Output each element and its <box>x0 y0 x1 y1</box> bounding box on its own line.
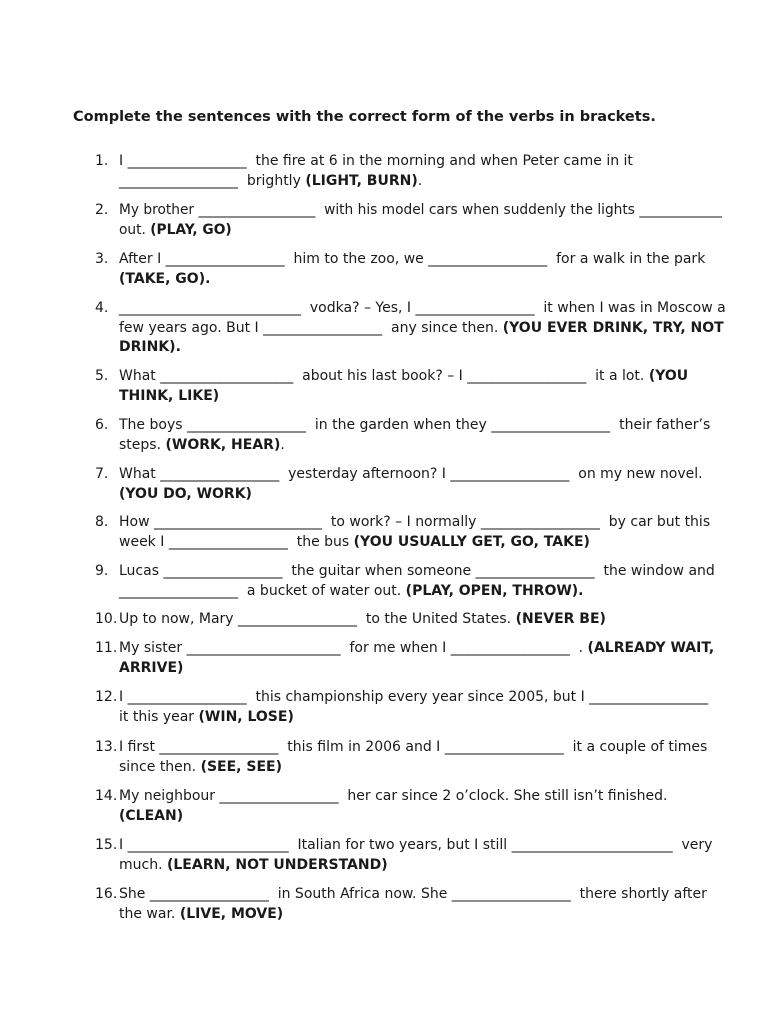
verb-hint: (PLAY, GO) <box>150 221 232 238</box>
item-text <box>119 562 731 601</box>
verb-hint: (LIVE, MOVE) <box>179 905 284 922</box>
item-text <box>119 688 731 727</box>
verb-hint: (YOU EVER DRINK, TRY, NOT DRINK). <box>119 319 724 355</box>
item-text <box>119 513 731 552</box>
item-number: 1. <box>95 153 109 169</box>
verb-hint: (YOU USUALLY GET, GO, TAKE) <box>353 533 590 550</box>
sentence-text: She _________________ in South Africa now. She _________________ there shortly after the war. <box>119 886 707 922</box>
sentence-text: How ________________________ to work? – I normally _________________ by car but this week I _________________ the bus <box>119 514 711 550</box>
item-number: 16. <box>95 886 118 902</box>
verb-hint: (SEE, SEE) <box>200 758 282 775</box>
verb-hint: (NEVER BE) <box>515 611 606 627</box>
sentence-text: __________________________ vodka? – Yes, I _________________ it when I was in Moscow a few years ago. But I _________________ any since then. <box>119 300 726 336</box>
item-number: 5. <box>95 368 109 384</box>
sentence-text: The boys _________________ in the garden when they _________________ their father’s steps. <box>119 417 711 453</box>
item-text <box>119 367 731 406</box>
verb-hint: (YOU THINK, LIKE) <box>119 368 689 404</box>
sentence-text: Up to now, Mary _________________ to the United States. <box>119 611 516 627</box>
sentence-text: After I _________________ him to the zoo, we _________________ for a walk in the park <box>119 251 706 267</box>
sentence-text: My neighbour _________________ her car since 2 o’clock. She still isn’t finished. <box>119 788 668 804</box>
item-text <box>119 152 731 191</box>
verb-hint: (LEARN, NOT UNDERSTAND) <box>166 856 388 873</box>
item-text <box>119 787 731 826</box>
sentence-text: My sister ______________________ for me when I _________________ . <box>119 640 588 656</box>
item-text <box>119 738 731 777</box>
item-text <box>119 465 731 504</box>
instruction-heading: Complete the sentences with the correct form of the verbs in brackets. <box>73 109 656 125</box>
sentence-text: What _________________ yesterday afternoon? I _________________ on my new novel. <box>119 466 703 482</box>
item-number: 7. <box>95 466 109 482</box>
item-number: 6. <box>95 417 109 433</box>
sentence-tail: . <box>417 172 423 189</box>
item-text <box>119 639 731 678</box>
sentence-text: I first _________________ this film in 2006 and I _________________ it a couple of times since then. <box>119 739 708 775</box>
sentence-text: My brother _________________ with his model cars when suddenly the lights ____________ out. <box>119 202 722 238</box>
item-text <box>119 836 731 875</box>
sentence-text: I _______________________ Italian for two years, but I still _______________________ very much. <box>119 837 713 873</box>
item-number: 15. <box>95 837 118 853</box>
item-text <box>119 885 731 924</box>
sentence-text: Lucas _________________ the guitar when someone _________________ the window and _________________ a bucket of water out. <box>119 563 715 599</box>
verb-hint: (WIN, LOSE) <box>198 708 294 725</box>
item-number: 12. <box>95 689 118 705</box>
item-number: 4. <box>95 300 109 316</box>
item-text <box>119 250 731 289</box>
item-number: 9. <box>95 563 109 579</box>
item-text <box>119 416 731 455</box>
verb-hint: (PLAY, OPEN, THROW). <box>405 582 584 599</box>
item-text <box>119 299 731 358</box>
item-number: 8. <box>95 514 109 530</box>
verb-hint: (YOU DO, WORK) <box>119 485 252 502</box>
sentence-text: I _________________ this championship every year since 2005, but I _________________ it this year <box>119 689 709 725</box>
sentence-text: I _________________ the fire at 6 in the morning and when Peter came in it _________________ brightly <box>119 153 633 189</box>
item-text <box>119 610 731 630</box>
item-text <box>119 201 731 240</box>
verb-hint: (ALREADY WAIT, ARRIVE) <box>119 640 715 676</box>
sentence-tail: . <box>280 436 285 453</box>
item-number: 14. <box>95 788 118 804</box>
verb-hint: (WORK, HEAR) <box>165 436 281 453</box>
item-number: 13. <box>95 739 118 755</box>
item-number: 3. <box>95 251 109 267</box>
item-number: 11. <box>95 640 118 656</box>
item-number: 10. <box>95 611 118 627</box>
sentence-text: What ___________________ about his last book? – I _________________ it a lot. <box>119 368 649 384</box>
item-number: 2. <box>95 202 109 218</box>
verb-hint: (TAKE, GO). <box>119 270 211 287</box>
verb-hint: (CLEAN) <box>119 807 184 824</box>
verb-hint: (LIGHT, BURN) <box>305 172 418 189</box>
